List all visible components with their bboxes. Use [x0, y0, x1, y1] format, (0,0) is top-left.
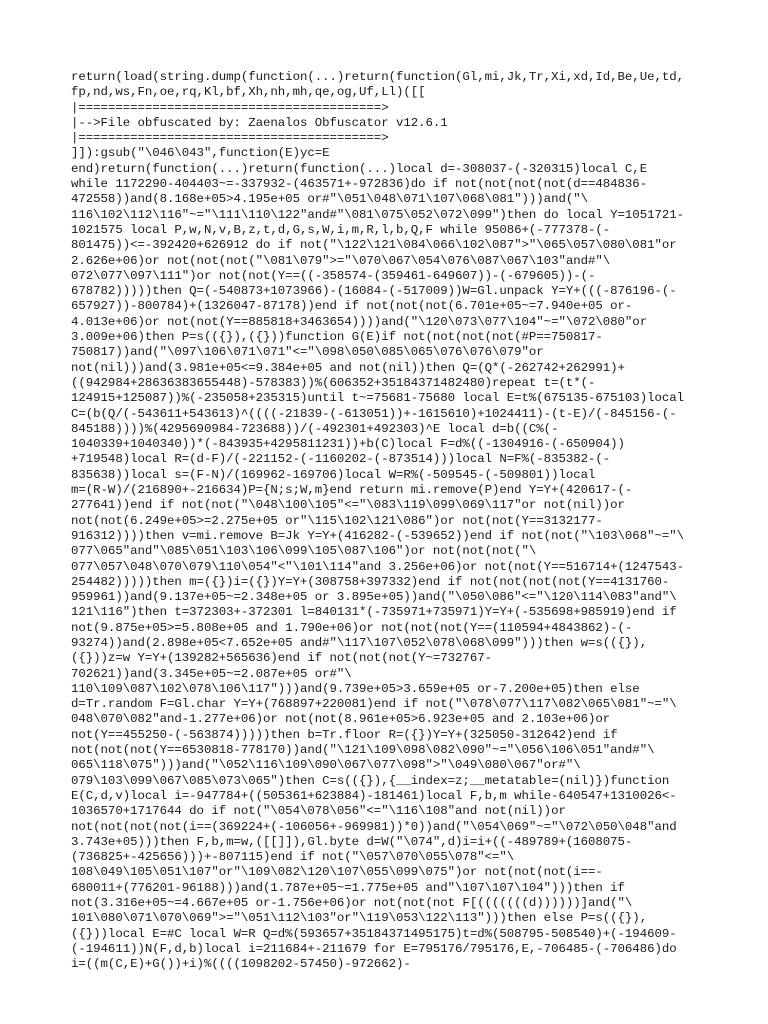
code-line: 277641))end if not(not("\048\100\105"<="\083\119\099\069\117"or not(nil))or — [71, 498, 625, 513]
code-line: +719548)local R=(d-F)/(-221152-(-1160202-(-873514)))local N=F%(-835382-(- — [71, 452, 611, 467]
code-line: 916312))))then v=mi.remove B=Jk Y=Y+(416282-(-539652))end if not(not("\103\068"~="\ — [71, 528, 685, 543]
code-line: C=(b(Q/(-543611+543613)^((((-21839-(-613051))+-1615610)+1024411)-(t-E)/(-845156-(- — [71, 406, 677, 421]
code-line: return(load(string.dump(function(...)return(function(Gl,mi,Jk,Tr,Xi,xd,Id,Be,Ue,td, — [71, 70, 685, 84]
code-line: 1036570+1717644 do if not("\054\078\056"<="\116\108"and not(nil))or — [71, 804, 566, 819]
code-line: 93274))and(2.898e+05<7.652e+05 and#"\117\107\052\078\068\099")))then w=s(({}), — [71, 635, 648, 650]
code-line: 077\065"and"\085\051\103\106\099\105\087\106")or not(not(not("\ — [71, 544, 537, 559]
code-line: not(not(not(not(i==(369224+(-106056+-969981))*0))and("\054\069"~="\072\050\048"and — [71, 819, 677, 834]
code-line: 072\077\097\111")or not(not(Y==((-358574-(359461-649607))-(-679605))-(- — [71, 268, 596, 283]
code-line: 678782)))))then Q=(-540873+1073966)-(16084-(-517009))W=Gl.unpack Y=Y+(((-876196-(- — [71, 284, 677, 299]
code-line: (736825+-425656)))+-807115)end if not("\057\070\055\078"<="\ — [71, 850, 515, 865]
code-line: ]]):gsub("\046\043",function(E)yc=E — [71, 146, 330, 161]
code-line: ({}))local E=#C local W=R Q=d%(593657+35184371495175)t=d%(508795-508540)+(-194609- — [71, 926, 677, 941]
code-line: 472558))and(8.168e+05>4.195e+05 or#"\051\048\071\107\068\081")))and("\ — [71, 192, 588, 207]
code-line: fp,nd,ws,Fn,oe,rq,Kl,bf,Xh,nh,mh,qe,og,Uf,Ll)([[ — [71, 85, 426, 100]
code-line: 108\049\105\051\107"or"\109\082\120\107\055\099\075")or not(not(not(i==- — [71, 865, 603, 880]
code-line: 077\057\048\070\079\110\054"<"\101\114"and 3.256e+06)or not(not(Y==516714+(1247543- — [71, 559, 685, 574]
code-line: not(nil)))and(3.981e+05<=9.384e+05 and not(nil))then Q=(Q*(-262742+262991)+ — [71, 360, 625, 375]
code-line: 121\116")then t=372303+-372301 l=840131*(-735971+735971)Y=Y+(-535698+985919)end if — [71, 605, 677, 620]
code-line: 101\080\071\070\069">="\051\112\103"or"\119\053\122\113")))then else P=s(({}), — [71, 911, 648, 926]
code-line: not(3.316e+05~=4.667e+05 or-1.756e+06)or not(not(not F[(((((((d))))))]and("\ — [71, 896, 633, 911]
code-line: m=(R-W)/(216890+-216634)P={N;s;W,m}end return mi.remove(P)end Y=Y+(420617-(- — [71, 483, 633, 498]
code-line: 124915+125087))%(-235058+235315)until t~=75681-75680 local E=t%(675135-675103)local — [71, 391, 685, 406]
code-line: not(Y==455250-(-563874)))))then b=Tr.floor R=({})Y=Y+(325050-312642)end if — [71, 727, 618, 742]
code-line: 1040339+1040340))*(-843935+4295811231))+b(C)local F=d%((-1304916-(-650904)) — [71, 437, 625, 452]
code-line: 801475))<=-392420+626912 do if not("\122\121\084\066\102\087">"\065\057\080\081"or — [71, 238, 677, 253]
code-line: not(not(6.249e+05>=2.275e+05 or"\115\102\121\086")or not(not(Y==3132177- — [71, 513, 603, 528]
code-line: while 1172290-404403~=-337932-(463571+-972836)do if not(not(not(not(d==484836- — [71, 177, 648, 192]
code-line: 835638))local s=(F-N)/(169962-169706)local W=R%(-509545-(-509801))local — [71, 467, 596, 482]
code-document — [71, 70, 761, 973]
code-line: (-194611))N(F,d,b)local i=211684+-211679 for E=795176/795176,E,-706485-(-706486)do — [71, 941, 677, 956]
code-line: 2.626e+06)or not(not(not("\081\079">="\070\067\054\076\087\067\103"and#"\ — [71, 253, 611, 268]
code-line: 750817))and("\097\106\071\071"<="\098\050\085\065\076\076\079"or — [71, 345, 544, 360]
code-line: 3.743e+05)))then F,b,m=w,([[]]),Gl.byte d=W("\074",d)i=i+((-489789+(1608075- — [71, 834, 633, 849]
code-line: d=Tr.random F=Gl.char Y=Y+(768897+220081)end if not("\078\077\117\082\065\081"~="\ — [71, 697, 677, 712]
code-line: 845188))))%(4295690984-723688))/(-492301+492303)^E local d=b((C%(- — [71, 421, 559, 436]
code-line: |=========================================> — [71, 131, 389, 146]
code-line: not(not(not(Y==6530818-778170))and("\121\109\098\082\090"~="\056\106\051"and#"\ — [71, 743, 655, 758]
code-line: |-->File obfuscated by: Zaenalos Obfuscator v12.6.1 — [71, 115, 448, 130]
code-line: end)return(function(...)return(function(...)local d=-308037-(-320315)local C,E — [71, 161, 648, 176]
code-line: ({}))z=w Y=Y+(139282+565636)end if not(not(not(Y~=732767- — [71, 651, 492, 666]
code-line: not(9.875e+05>=5.808e+05 and 1.790e+06)or not(not(not(Y==(110594+4843862)-(- — [71, 620, 633, 635]
code-line: 3.009e+06)then P=s(({}),({}))function G(E)if not(not(not(not(#P==750817- — [71, 330, 603, 345]
code-line: 680011+(776201-96188)))and(1.787e+05~=1.775e+05 and"\107\107\104")))then if — [71, 880, 625, 895]
code-line: i=((m(C,E)+G())+i)%((((1098202-57450)-972662)- — [71, 957, 411, 972]
code-line: 116\102\112\116"~="\111\110\122"and#"\081\075\052\072\099")then do local Y=1051721- — [71, 207, 685, 222]
code-line: |=========================================> — [71, 100, 389, 115]
code-line: E(C,d,v)local i=-947784+((505361+623884)-181461)local F,b,m while-640547+1310026<- — [71, 788, 677, 803]
code-line: 959961))and(9.137e+05~=2.348e+05 or 3.895e+05))and("\050\086"<="\120\114\083"and"\ — [71, 590, 677, 605]
code-line: 065\118\075")))and("\052\116\109\090\067\077\098">"\049\080\067"or#"\ — [71, 758, 581, 773]
code-line: ((942984+28636383655448)-578383))%(606352+35184371482480)repeat t=(t*(- — [71, 375, 596, 390]
code-line: 079\103\099\067\085\073\065")then C=s(({}),{__index=z;__metatable=(nil)})function — [71, 773, 670, 788]
code-line: 110\109\087\102\078\106\117")))and(9.739e+05>3.659e+05 or-7.200e+05)then else — [71, 681, 640, 696]
code-line: 1021575 local P,w,N,v,B,z,t,d,G,s,W,i,m,R,l,b,Q,F while 95086+(-777378-(- — [71, 222, 611, 237]
code-line: 048\070\082"and-1.277e+06)or not(not(8.961e+05>6.923e+05 and 2.103e+06)or — [71, 712, 611, 727]
code-line: 4.013e+06)or not(not(Y==885818+3463654))))and("\120\073\077\104"~="\072\080"or — [71, 314, 648, 329]
code-line: 254482)))))then m=({})i=({})Y=Y+(308758+397332)end if not(not(not(not(Y==4131760- — [71, 574, 670, 589]
code-line: 702621))and(3.345e+05~=2.087e+05 or#"\ — [71, 666, 352, 681]
code-line: 657927))-800784)+(1326047-87178))end if not(not(not(6.701e+05~=7.940e+05 or- — [71, 299, 633, 314]
